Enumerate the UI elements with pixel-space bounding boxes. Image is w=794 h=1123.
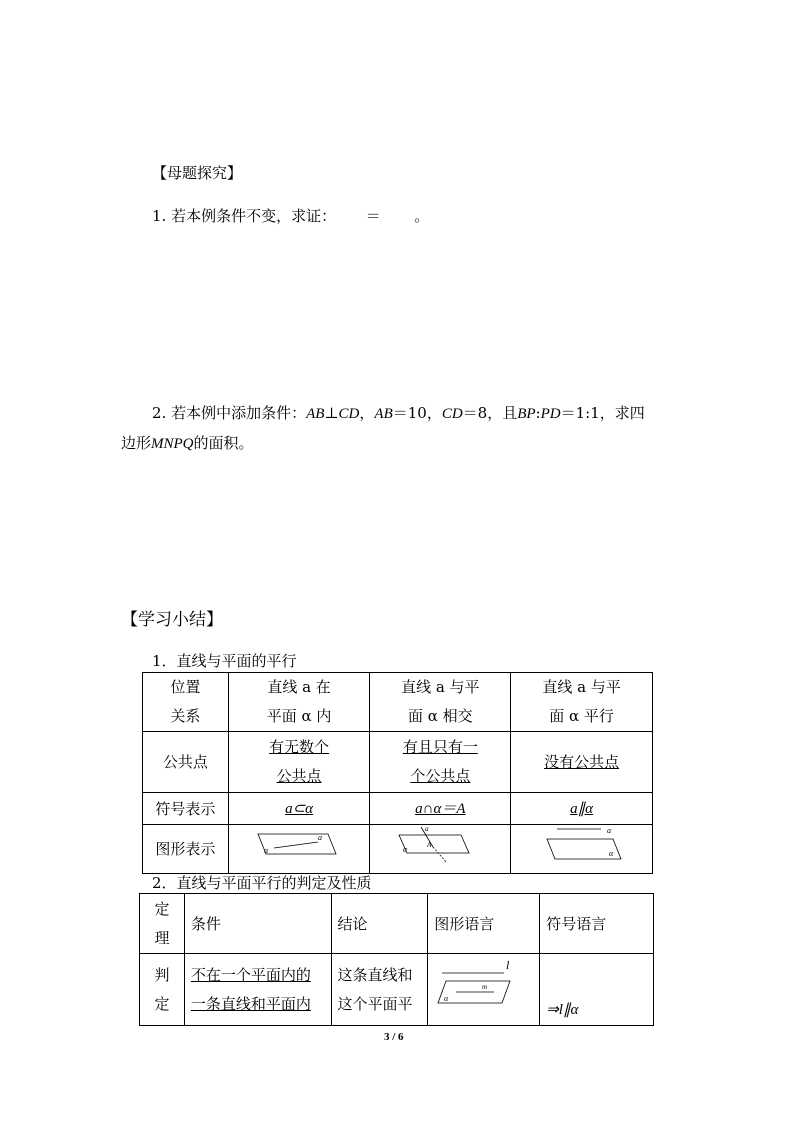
table-cell-condition: 不在一个平面内的 一条直线和平面内 xyxy=(184,954,331,1026)
perp-symbol: ⊥ xyxy=(324,404,339,422)
question-1-end: 。 xyxy=(414,207,430,225)
svg-text:α: α xyxy=(403,845,408,854)
var-cd: CD xyxy=(338,406,360,422)
question-2-text-2: 边形 xyxy=(121,434,152,452)
line-intersect-plane-figure xyxy=(395,825,485,863)
table-header-cell: 符号语言 xyxy=(540,894,654,954)
table-header-cell: 条件 xyxy=(184,894,331,954)
comma: ， xyxy=(359,404,375,422)
table-cell: a∩α＝A xyxy=(370,793,511,825)
question-2-line-2 xyxy=(121,436,254,452)
line-in-plane-figure xyxy=(254,826,344,862)
question-1-text: 若本例条件不变，求证： xyxy=(171,207,337,225)
table-2 xyxy=(139,893,654,1026)
svg-text:m: m xyxy=(481,982,487,991)
table-1-row-common-points xyxy=(143,732,653,793)
table-cell: 直线 a 与平 面 α 相交 xyxy=(370,673,511,732)
svg-text:α: α xyxy=(608,849,613,858)
var-ab: AB xyxy=(374,406,393,422)
question-2-text: 若本例中添加条件： xyxy=(171,404,307,422)
colon: : xyxy=(535,404,541,422)
table-cell-figure-intersect xyxy=(370,825,511,874)
criterion-figure xyxy=(434,955,534,1015)
value-10: ＝10， xyxy=(392,404,442,422)
table-cell: 没有公共点 xyxy=(511,732,653,793)
table-1-row-figure xyxy=(143,825,653,874)
table-cell: 图形表示 xyxy=(143,825,229,874)
question-2-number: 2. xyxy=(152,404,167,422)
table-cell-figure xyxy=(428,954,540,1026)
svg-text:l: l xyxy=(505,957,510,972)
section-heading-mother-problem: 【母题探究】 xyxy=(152,164,243,182)
table-cell: 位置 关系 xyxy=(143,673,229,732)
table-cell: 符号表示 xyxy=(143,793,229,825)
svg-text:a: a xyxy=(606,826,611,835)
svg-text:α: α xyxy=(443,993,448,1003)
question-2-text-3: 的面积。 xyxy=(193,434,254,452)
ratio-text: ＝1:1，求四 xyxy=(560,404,645,422)
table-2-title: 2．直线与平面平行的判定及性质 xyxy=(152,874,372,892)
question-1-number: 1. xyxy=(152,207,167,225)
table-1-row-position xyxy=(143,673,653,732)
table-cell-figure-parallel xyxy=(511,825,653,874)
var-ab: AB xyxy=(306,406,325,422)
table-header-cell: 图形语言 xyxy=(428,894,540,954)
table-2-row-criterion xyxy=(140,954,654,1026)
page-number: 3 / 6 xyxy=(384,1031,404,1043)
table-2-header-row xyxy=(140,894,654,954)
table-cell: 直线 a 与平 面 α 平行 xyxy=(511,673,653,732)
table-cell-figure-in-plane xyxy=(228,825,370,874)
question-1-equals: ＝ xyxy=(365,207,381,225)
table-cell: a∥α xyxy=(511,793,653,825)
value-8: ＝8，且 xyxy=(462,404,518,422)
table-cell: 有无数个 公共点 xyxy=(228,732,370,793)
table-cell: 公共点 xyxy=(143,732,229,793)
table-1-row-symbol xyxy=(143,793,653,825)
table-header-cell: 结论 xyxy=(331,894,428,954)
section-heading-summary: 【学习小结】 xyxy=(121,610,223,630)
table-1 xyxy=(142,672,653,874)
table-cell: 直线 a 在 平面 α 内 xyxy=(228,673,370,732)
var-bp: BP xyxy=(517,406,536,422)
table-cell: 有且只有一 个公共点 xyxy=(370,732,511,793)
question-1 xyxy=(152,209,429,224)
table-1-title: 1．直线与平面的平行 xyxy=(152,652,297,670)
var-cd: CD xyxy=(441,406,463,422)
svg-text:a: a xyxy=(318,833,323,842)
table-cell-conclusion: 这条直线和 这个平面平 xyxy=(331,954,428,1026)
svg-text:A: A xyxy=(427,841,432,849)
var-mnpq: MNPQ xyxy=(151,436,194,452)
var-pd: PD xyxy=(540,406,561,422)
question-2-line-1 xyxy=(152,406,645,422)
table-cell: 判 定 xyxy=(140,954,185,1026)
table-header-cell: 定 理 xyxy=(140,894,185,954)
table-cell: a⊂α xyxy=(228,793,370,825)
table-cell-symbol: ⇒l∥α xyxy=(540,954,654,1026)
svg-text:a: a xyxy=(425,825,429,833)
line-parallel-plane-figure xyxy=(537,825,627,863)
svg-text:α: α xyxy=(264,846,269,855)
